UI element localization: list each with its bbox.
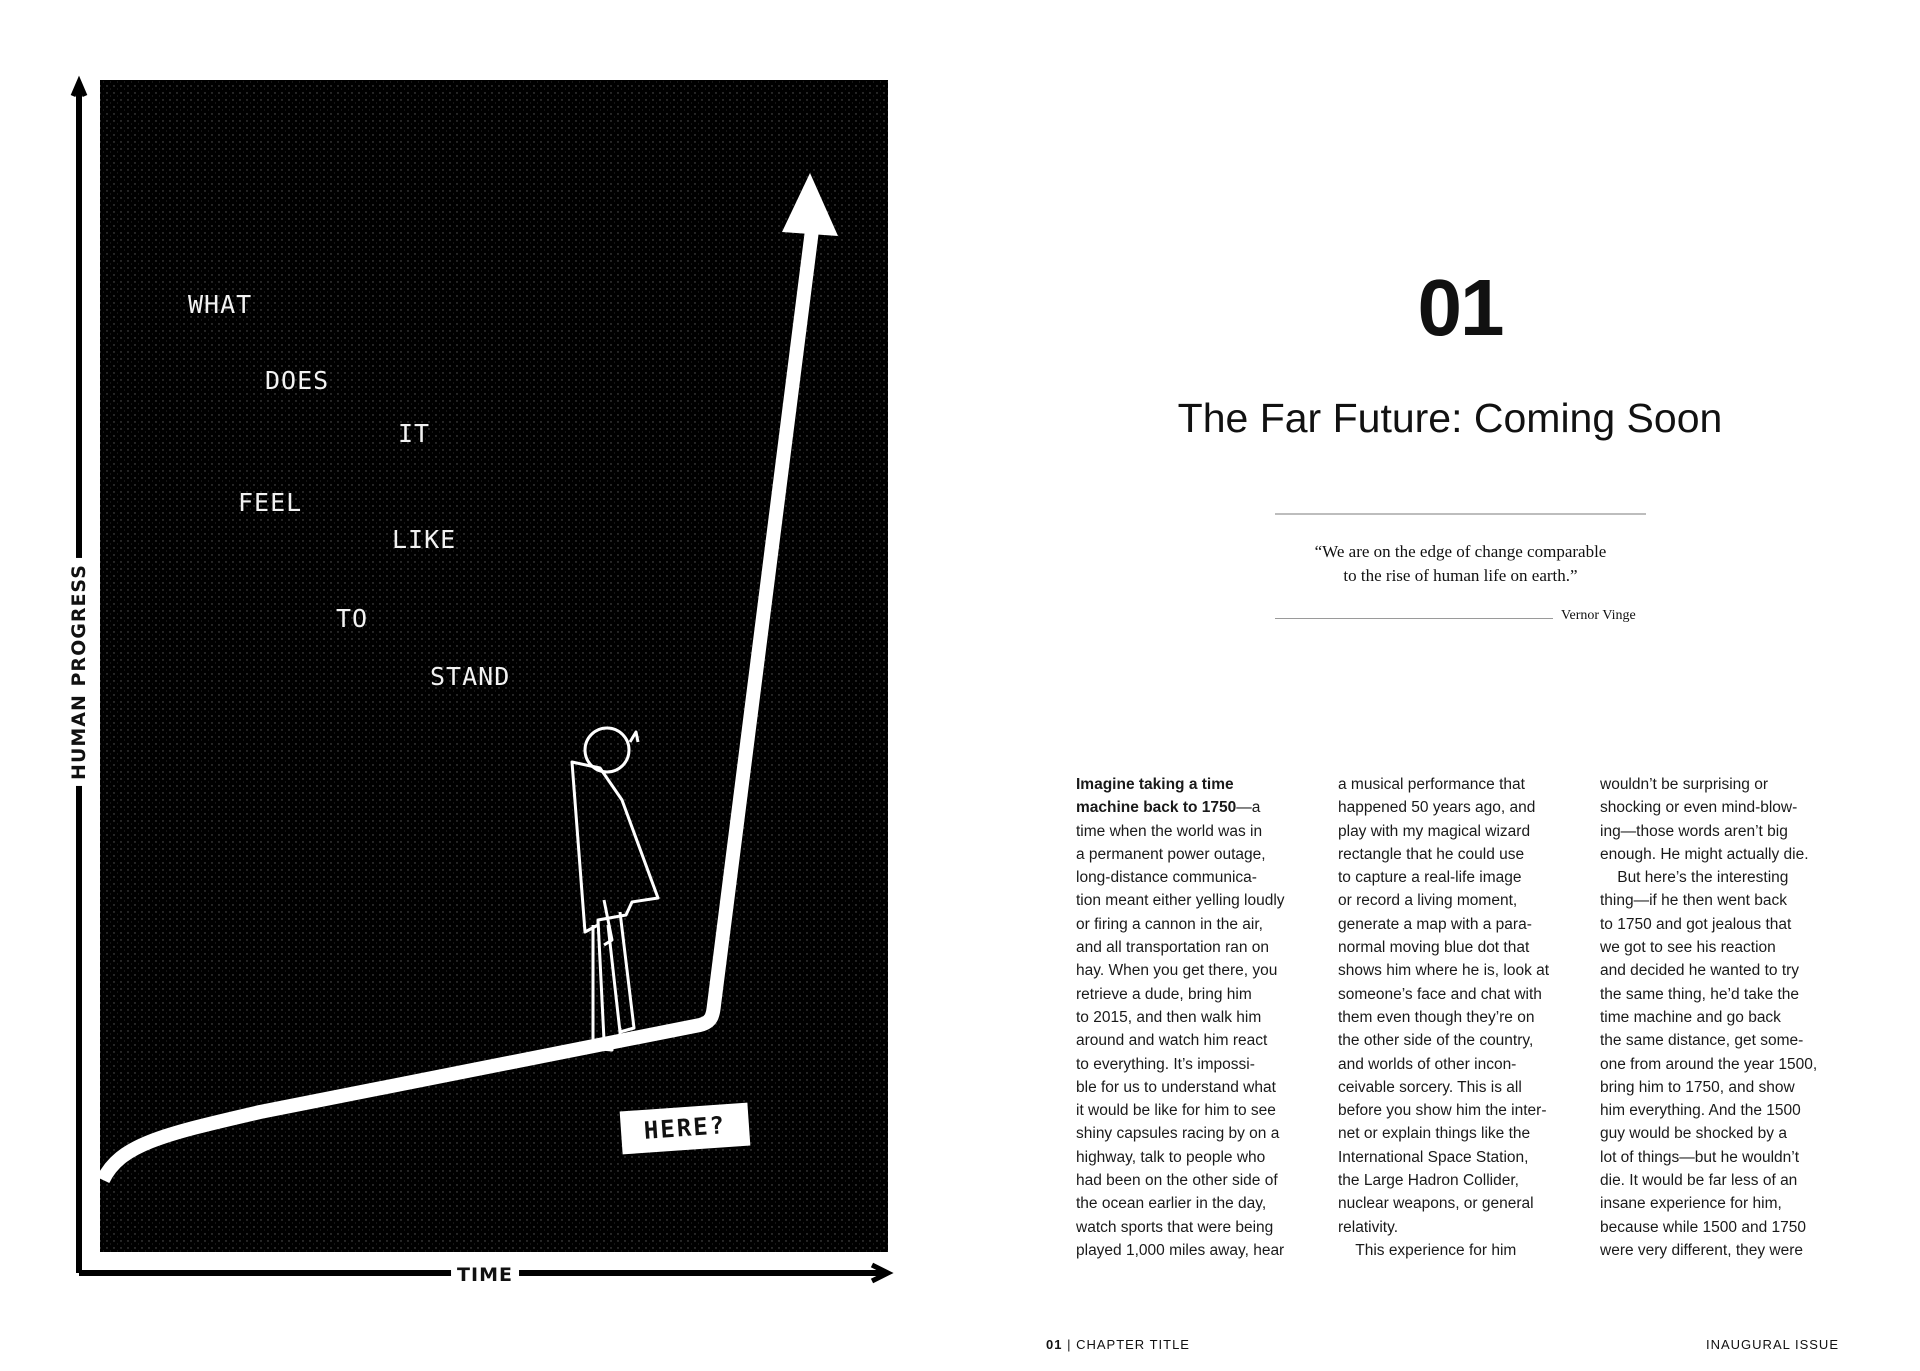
epigraph-top-rule [1275,513,1646,515]
epigraph-quote [1275,540,1646,588]
body-line: bring him to 1750, and show [1600,1078,1795,1096]
footer-issue: INAUGURAL ISSUE [1706,1337,1839,1352]
here-sign: HERE? [620,1103,751,1155]
column-1-lines [1076,820,1338,1263]
lead-tail: —a [1236,799,1261,817]
body-line: net or explain things like the [1338,1125,1531,1143]
column-2-lines [1338,773,1600,1262]
epigraph-line: to the rise of human life on earth.” [1343,566,1578,585]
body-line: it would be like for him to see [1076,1102,1276,1120]
body-line: them even though they’re on [1338,1008,1535,1026]
footer-chapter [1046,1337,1190,1352]
body-line: we got to see his reaction [1600,939,1776,957]
body-line: shocking or even mind-blow- [1600,799,1798,817]
chapter-title: The Far Future: Coming Soon [1177,395,1723,441]
body-line: the same distance, get some- [1600,1032,1804,1050]
body-line: relativity. [1338,1218,1399,1236]
y-axis-label: HUMAN PROGRESS [68,558,90,786]
body-line: International Space Station, [1338,1148,1529,1166]
body-line: generate a map with a para- [1338,915,1532,933]
epigraph-author: Vernor Vinge [1561,608,1636,623]
body-line: one from around the year 1500, [1600,1055,1818,1073]
body-line: ceivable sorcery. This is all [1338,1078,1522,1096]
body-line: insane experience for him, [1600,1195,1782,1213]
body-line: But here’s the interesting [1600,869,1789,887]
body-column-2 [1338,773,1600,1262]
body-line: This experience for him [1338,1241,1517,1259]
body-line: him everything. And the 1500 [1600,1102,1801,1120]
column-3-lines [1600,773,1862,1262]
body-line: nuclear weapons, or general [1338,1195,1534,1213]
body-column-1 [1076,773,1338,1262]
body-line: were very different, they were [1600,1241,1804,1259]
body-line: retrieve a dude, bring him [1076,985,1252,1003]
lead-bold: Imagine taking a time [1076,776,1234,793]
body-line: normal moving blue dot that [1338,939,1530,957]
body-line: and decided he wanted to try [1600,962,1800,980]
body-line: lot of things—but he wouldn’t [1600,1148,1800,1166]
epigraph-attribution-rule [1275,618,1553,619]
footer-page-number: 01 [1046,1337,1063,1352]
body-line: time when the world was in [1076,822,1263,840]
body-line: or firing a cannon in the air, [1076,915,1263,933]
body-line: shiny capsules racing by on a [1076,1125,1280,1143]
x-axis-label: TIME [451,1264,519,1286]
body-line: someone’s face and chat with [1338,985,1542,1003]
body-line: to capture a real-life image [1338,869,1522,887]
body-line: before you show him the inter- [1338,1102,1547,1120]
lead-line [1076,796,1338,819]
body-line: the ocean earlier in the day, [1076,1195,1267,1213]
lead-line [1076,773,1338,796]
question-word-4: FEEL [238,488,303,517]
body-line: and all transportation ran on [1076,939,1270,957]
body-line: played 1,000 miles away, hear [1076,1241,1285,1259]
body-line: because while 1500 and 1750 [1600,1218,1806,1236]
body-line: to 1750 and got jealous that [1600,915,1792,933]
body-line: and worlds of other incon- [1338,1055,1517,1073]
body-line: highway, talk to people who [1076,1148,1266,1166]
body-line: a musical performance that [1338,776,1525,793]
body-line: time machine and go back [1600,1008,1781,1026]
body-line: or record a living moment, [1338,892,1518,910]
question-word-6: TO [336,604,369,633]
body-line: wouldn’t be surprising or [1600,776,1769,793]
body-line: watch sports that were being [1076,1218,1274,1236]
body-line: a permanent power outage, [1076,845,1266,863]
body-line: enough. He might actually die. [1600,845,1809,863]
body-column-3 [1600,773,1862,1262]
question-word-3: IT [398,419,431,448]
body-line: die. It would be far less of an [1600,1172,1798,1190]
body-line: rectangle that he could use [1338,845,1525,863]
body-line: the other side of the country, [1338,1032,1534,1050]
footer-chapter-label: CHAPTER TITLE [1076,1337,1190,1352]
question-word-2: DOES [265,366,330,395]
lead-bold: machine back to 1750 [1076,799,1237,817]
body-line: had been on the other side of [1076,1172,1278,1190]
question-word-7: STAND [430,662,511,691]
body-line: play with my magical wizard [1338,822,1531,840]
body-line: ble for us to understand what [1076,1078,1276,1096]
body-line: to everything. It’s impossi- [1076,1055,1255,1073]
body-line: thing—if he then went back [1600,892,1787,910]
body-line: around and watch him react [1076,1032,1268,1050]
body-line: ing—those words aren’t big [1600,822,1788,840]
footer-separator: | [1062,1337,1077,1352]
question-word-1: WHAT [188,290,253,319]
chapter-number: 01 [1417,263,1503,352]
body-line: the same thing, he’d take the [1600,985,1800,1003]
body-line: tion meant either yelling loudly [1076,892,1285,910]
body-line: guy would be shocked by a [1600,1125,1787,1143]
body-line: shows him where he is, look at [1338,962,1550,980]
body-line: long-distance communica- [1076,869,1257,887]
body-line: hay. When you get there, you [1076,962,1278,980]
question-word-5: LIKE [392,525,457,554]
body-line: the Large Hadron Collider, [1338,1172,1519,1190]
body-line: to 2015, and then walk him [1076,1008,1262,1026]
epigraph-line: “We are on the edge of change comparable [1314,542,1607,561]
body-line: happened 50 years ago, and [1338,799,1536,817]
